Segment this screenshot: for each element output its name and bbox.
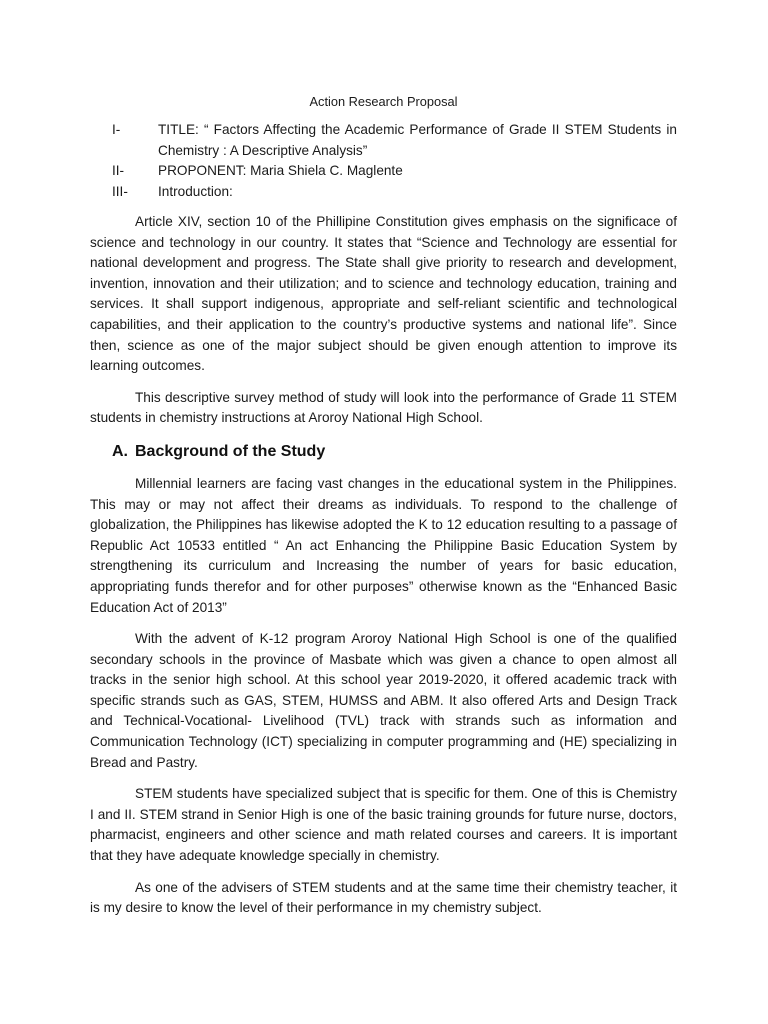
background-paragraph: As one of the advisers of STEM students and at the same time their chemistry teacher, it is my desire to know the level of their performance in my chemistry subject. bbox=[90, 879, 677, 916]
intro-paragraph: This descriptive survey method of study will look into the performance of Grade 11 STEM students in chemistry instructions at Aroroy National High School. bbox=[90, 389, 677, 426]
outline-text: Introduction: bbox=[158, 183, 233, 199]
section-heading bbox=[112, 441, 677, 463]
background-paragraph: STEM students have specialized subject that is specific for them. One of this is Chemistry I and II. STEM strand in Senior High is one of the basic training grounds for future nurse, doctors, pharmacist, engineers and other science and math related courses and careers. It is important that they have adequate knowledge specially in chemistry. bbox=[90, 786, 677, 864]
outline-number: III- bbox=[112, 183, 128, 199]
outline-text: TITLE: “ Factors Affecting the Academic Performance of Grade II STEM Students in Chemistry : A Descriptive Analysis” bbox=[158, 122, 677, 158]
background-paragraph: With the advent of K-12 program Aroroy National High School is one of the qualified secondary schools in the province of Masbate which was given a chance to open almost all tracks in the senior high school. At this school year 2019-2020, it offered academic track with specific strands such as GAS, STEM, HUMSS and ABM. It also offered Arts and Design Track and Technical-Vocational- Livelihood (TVL) track with strands such as information and Communication Technology (ICT) specializing in computer programming and (HE) specializing in Bread and Pastry. bbox=[90, 631, 677, 770]
background-paragraph: Millennial learners are facing vast changes in the educational system in the Philippines. This may or may not affect their dreams as individuals. To respond to the challenge of globalization, the Philippines has likewise adopted the K to 12 education resulting to a passage of Republic Act 10533 entitled “ An act Enhancing the Philippine Basic Education System by strengthening its curriculum and Increasing the number of years for basic education, appropriating funds therefor and for other purposes” otherwise known as the “Enhanced Basic Education Act of 2013” bbox=[90, 475, 677, 615]
outline-text: PROPONENT: Maria Shiela C. Maglente bbox=[158, 163, 403, 179]
document-body bbox=[90, 212, 677, 930]
outline-item-proponent bbox=[90, 161, 677, 182]
section-heading-text: Background of the Study bbox=[135, 442, 326, 460]
outline-number: II- bbox=[112, 163, 125, 179]
proposal-outline bbox=[90, 120, 677, 202]
outline-number: I- bbox=[112, 122, 121, 137]
outline-item-introduction bbox=[90, 182, 677, 203]
outline-item-title bbox=[90, 120, 677, 161]
document-title: Action Research Proposal bbox=[309, 94, 458, 109]
intro-paragraph: Article XIV, section 10 of the Phillipine Constitution gives emphasis on the significace of science and technology in our country. It states that “Science and Technology are essential for national development and progress. The State shall give priority to research and development, invention, innovation and their utilization; and to science and technology education, training and services. It shall support indigenous, appropriate and self-reliant scientific and technological capabilities, and their application to the country’s productive systems and national life”. Since then, science as one of the major subject should be given enough attention to improve its learning outcomes. bbox=[90, 214, 677, 374]
section-letter: A. bbox=[112, 442, 128, 460]
